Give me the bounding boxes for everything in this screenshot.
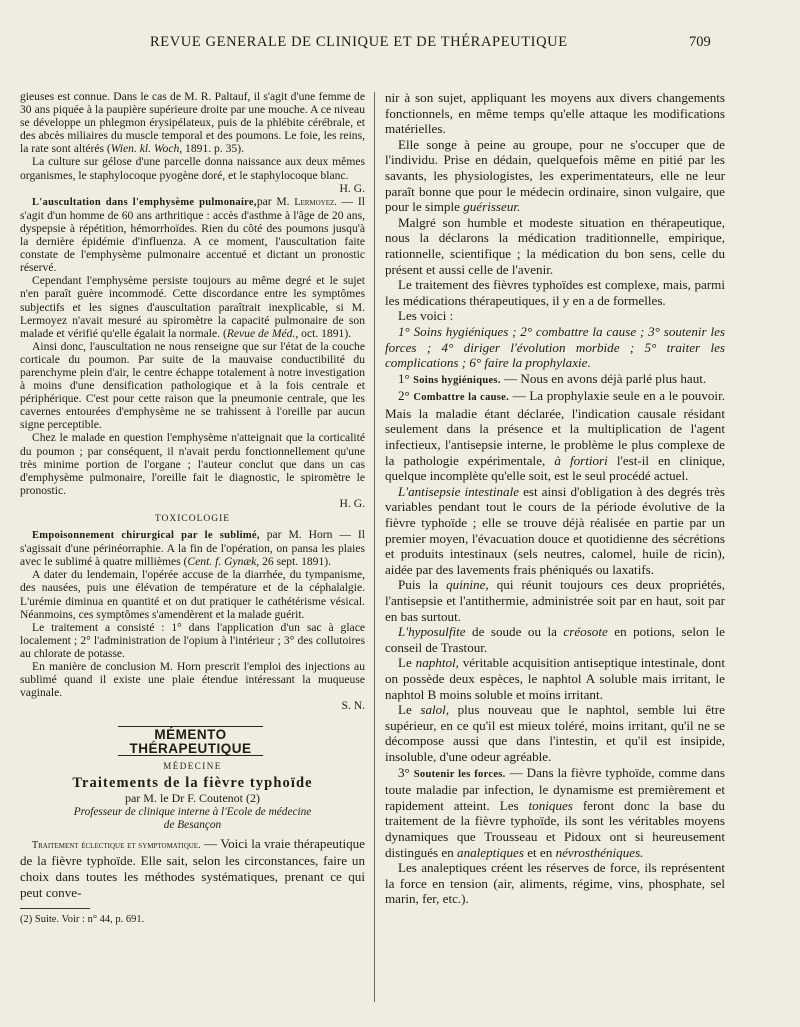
paragraph: A dater du lendemain, l'opérée accuse de la diarrhée, du tympanisme, des nausées, puis une élévation de température et de la céphalalgie. L'urémie diminua en quantité et on dut pratiquer le cathétérisme vésical. Néanmoins, ces symptômes s'amendèrent et la malade guérit.	[20, 568, 365, 621]
paragraph: Les voici :	[398, 308, 454, 324]
paragraph: nir à son sujet, appliquant les moyens aux divers changements fonctionnels, en même temps qu'elle attaque les modifications matérielles.	[385, 90, 725, 137]
affiliation: Professeur de clinique interne à l'Ecole de médecine de Besançon	[73, 805, 312, 831]
subsection-heading: MÉDECINE	[163, 760, 222, 771]
paragraph: Traitement éclectique et symptomatique. — Voici la vraie thérapeutique de la fièvre typhoïde. Elle sait, selon les circonstances, faire un choix dans toutes les méthodes systématiques, prenant ce qui peut conve-	[20, 835, 365, 900]
article-entry: L'auscultation dans l'emphysème pulmonaire,par M. Lermoyez. — Il s'agit d'un homme de 60 ans arthritique : accès d'asthme à l'âge de 20 ans, dyspepsie à répétition, hémorrhoïdes. Rien du côté des poumons jusqu'à la dernière épidémie d'influenza. A ce moment, l'auscultation faite constate de l'emphysème pulmonaire accentué et dictant un pronostic réservé.	[20, 194, 365, 275]
footnote: (2) Suite. Voir : n° 44, p. 691.	[20, 914, 145, 926]
paragraph: La culture sur gélose d'une parcelle donna naissance aux deux mêmes organismes, le staphylocoque pyogène doré, et le staphylocoque blanc.	[20, 155, 365, 182]
footnote-rule	[20, 908, 90, 909]
paragraph: Les analeptiques créent les réserves de force, ils représentent la force en tension (air, aliments, régime, vins, phosphate, sel marin, fer, etc.).	[385, 860, 725, 907]
page-number: 709	[689, 34, 711, 50]
paragraph: L'antisepsie intestinale est ainsi d'obligation à des degrés très variables pendant tout le cours de la période évolutive de la fièvre typhoïde ; elle se trouve déjà réalisée en partie par un premier moyen, l'évacuation douce et quotidienne des sécrétions et produits intestinaux (sels neutres, calomel, huile de ricin), aidée par des lavements frais phéniqués ou laxatifs.	[385, 483, 725, 577]
running-title: REVUE GENERALE DE CLINIQUE ET DE THÉRAPEUTIQUE	[150, 34, 568, 50]
paragraph: 3° Soutenir les forces. — Dans la fièvre typhoïde, comme dans toute maladie par infection, le dynamisme est premièrement et rapidement atteint. Les toniques feront donc la base du traitement de la fièvre typhoïde, ils sont les véritables moyens dynamiques que Trousseau et Pidoux ont si heureusement distingués en analeptiques et en névrosthéniques.	[385, 764, 725, 860]
paragraph: Elle songe à peine au groupe, pour ne s'occuper que de l'individu. Prise en dédain, quelquefois même en pitié par les savants, les physiologistes, les experimentateurs, elle ne leur paraît bonne que pour le médecin ordinaire, sinon vulgaire, que pour le simple guérisseur.	[385, 136, 725, 215]
article-entry: Empoisonnement chirurgical par le sublimé, par M. Horn — Il s'agissait d'une périnéorraphie. A la fin de l'opération, on pansa les plaies avec le sublimé à quatre millièmes (Cent. f. Gynæk, 26 sept. 1891).	[20, 528, 365, 569]
paragraph: En manière de conclusion M. Horn prescrit l'emploi des injections au sublimé quand il existe une plaie étendue intéressant la muqueuse vaginale.	[20, 660, 365, 700]
paragraph: L'hyposulfite de soude ou la créosote en potions, selon le conseil de Trastour.	[385, 624, 725, 655]
paragraph: Le naphtol, véritable acquisition antiseptique intestinale, dont on possède deux espèces, le naphtol A soluble mais irritant, le naphtol B moins soluble et moins irritant.	[385, 655, 725, 702]
paragraph: 1° Soins hygiéniques. — Nous en avons déjà parlé plus haut.	[398, 370, 707, 386]
paragraph: gieuses est connue. Dans le cas de M. R. Paltauf, il s'agit d'une femme de 30 ans piquée à la paupière supérieure droite par une mouche. A ce niveau se développe un phlegmon érysipélateux, puis de la phlébite cérébrale, et des abcès miliaires du muscle temporal et des poumons. Le foie, les reins, la rate sont altérés (Wien. kl. Woch, 1891. p. 35).	[20, 90, 365, 156]
byline: par M. le Dr F. Coutenot (2)	[124, 790, 261, 805]
paragraph: Le salol, plus nouveau que le naphtol, semble lui être supérieur, en ce qu'il est mieux toléré, moins irritant, qu'il ne se décompose aussi que dans l'intestin, et qu'il est insipide, insoluble, d'une odeur agréable.	[385, 702, 725, 764]
signature: H. G.	[339, 496, 365, 510]
paragraph: Puis la quinine, qui réunit toujours ces deux propriétés, l'antisepsie et l'antithermie, administrée soit par en haut, soit par en bas surtout.	[385, 577, 725, 624]
paragraph: Chez le malade en question l'emphysème n'atteignait que la corticalité du poumon ; par conséquent, il n'avait perdu fonctionnellement qu'une très minime portion de l'organe ; l'auteur conclut que dans un cas d'emphysème pulmonaire, l'oreille fait le diagnostic, le spiromètre le pronostic.	[20, 431, 365, 497]
paragraph: Cependant l'emphysème persiste toujours au même degré et le sujet n'en paraît guère incommodé. Cette discordance entre les symptômes subjectifs et les signes d'auscultation paraîtrait inexplicable, si M. Lermoyez n'avait mesuré au spiromètre la capacité pulmonaire de son malade et vérifié qu'elle égalait la normale. (Revue de Méd., oct. 1891).	[20, 274, 365, 340]
left-column	[20, 90, 365, 926]
column-divider	[374, 92, 375, 1002]
article-title: Traitements de la fièvre typhoïde	[72, 774, 313, 791]
paragraph: Ainsi donc, l'auscultation ne nous renseigne que sur l'état de la couche corticale du poumon. Par suite de la mauvaise conductibilité du parenchyme plein d'air, le centre échappe totalement à notre investigation à moins d'une densification pathologique et à la fois centrale et périphérique. C'est pour cette raison que la pneumonie centrale, que les cavernes entourées d'emphysème ne se trahissent à l'oreille par aucun signe perceptible.	[20, 339, 365, 432]
signature: H. G.	[339, 181, 365, 195]
entry-title: Empoisonnement chirurgical par le sublimé,	[32, 530, 260, 542]
page-header	[0, 34, 800, 56]
section-heading: TOXICOLOGIE	[154, 514, 231, 524]
memento-heading: MÉMENTO THÉRAPEUTIQUE	[118, 726, 263, 755]
paragraph: Le traitement a consisté : 1° dans l'application d'un sac à glace localement ; 2° l'administration de l'opium à l'intérieur ; 3° des collutoires au chlorate de potasse.	[20, 620, 365, 660]
signature: S. N.	[341, 699, 365, 713]
entry-title: L'auscultation dans l'emphysème pulmonaire,	[32, 196, 257, 208]
paragraph: 2° Combattre la cause. — La prophylaxie seule en a le pouvoir. Mais la maladie étant déclarée, l'indication causale résidant seulement dans la présence et la multiplication de l'agent infectieux, l'antisepsie interne, le problème le plus complexe de la pathologie expérimentale, à fortiori l'est-il en clinique, quelque incomplète qu'elle soit, est le seul procédé actuel.	[385, 388, 725, 484]
paragraph: Le traitement des fièvres typhoïdes est complexe, mais, parmi les médications thérapeutiques, il y en a de formelles.	[385, 277, 725, 308]
paragraph: Malgré son humble et modeste situation en thérapeutique, nous la déclarons la médication traditionnelle, empirique, rationnelle, scientifique ; la médication du bon sens, celle du présent et aussi celle de l'avenir.	[385, 214, 725, 277]
paragraph: 1° Soins hygiéniques ; 2° combattre la cause ; 3° soutenir les forces ; 4° diriger l'évolution morbide ; 5° traiter les complications ; 6° faire la prophylaxie.	[385, 323, 725, 371]
right-column	[385, 90, 725, 907]
